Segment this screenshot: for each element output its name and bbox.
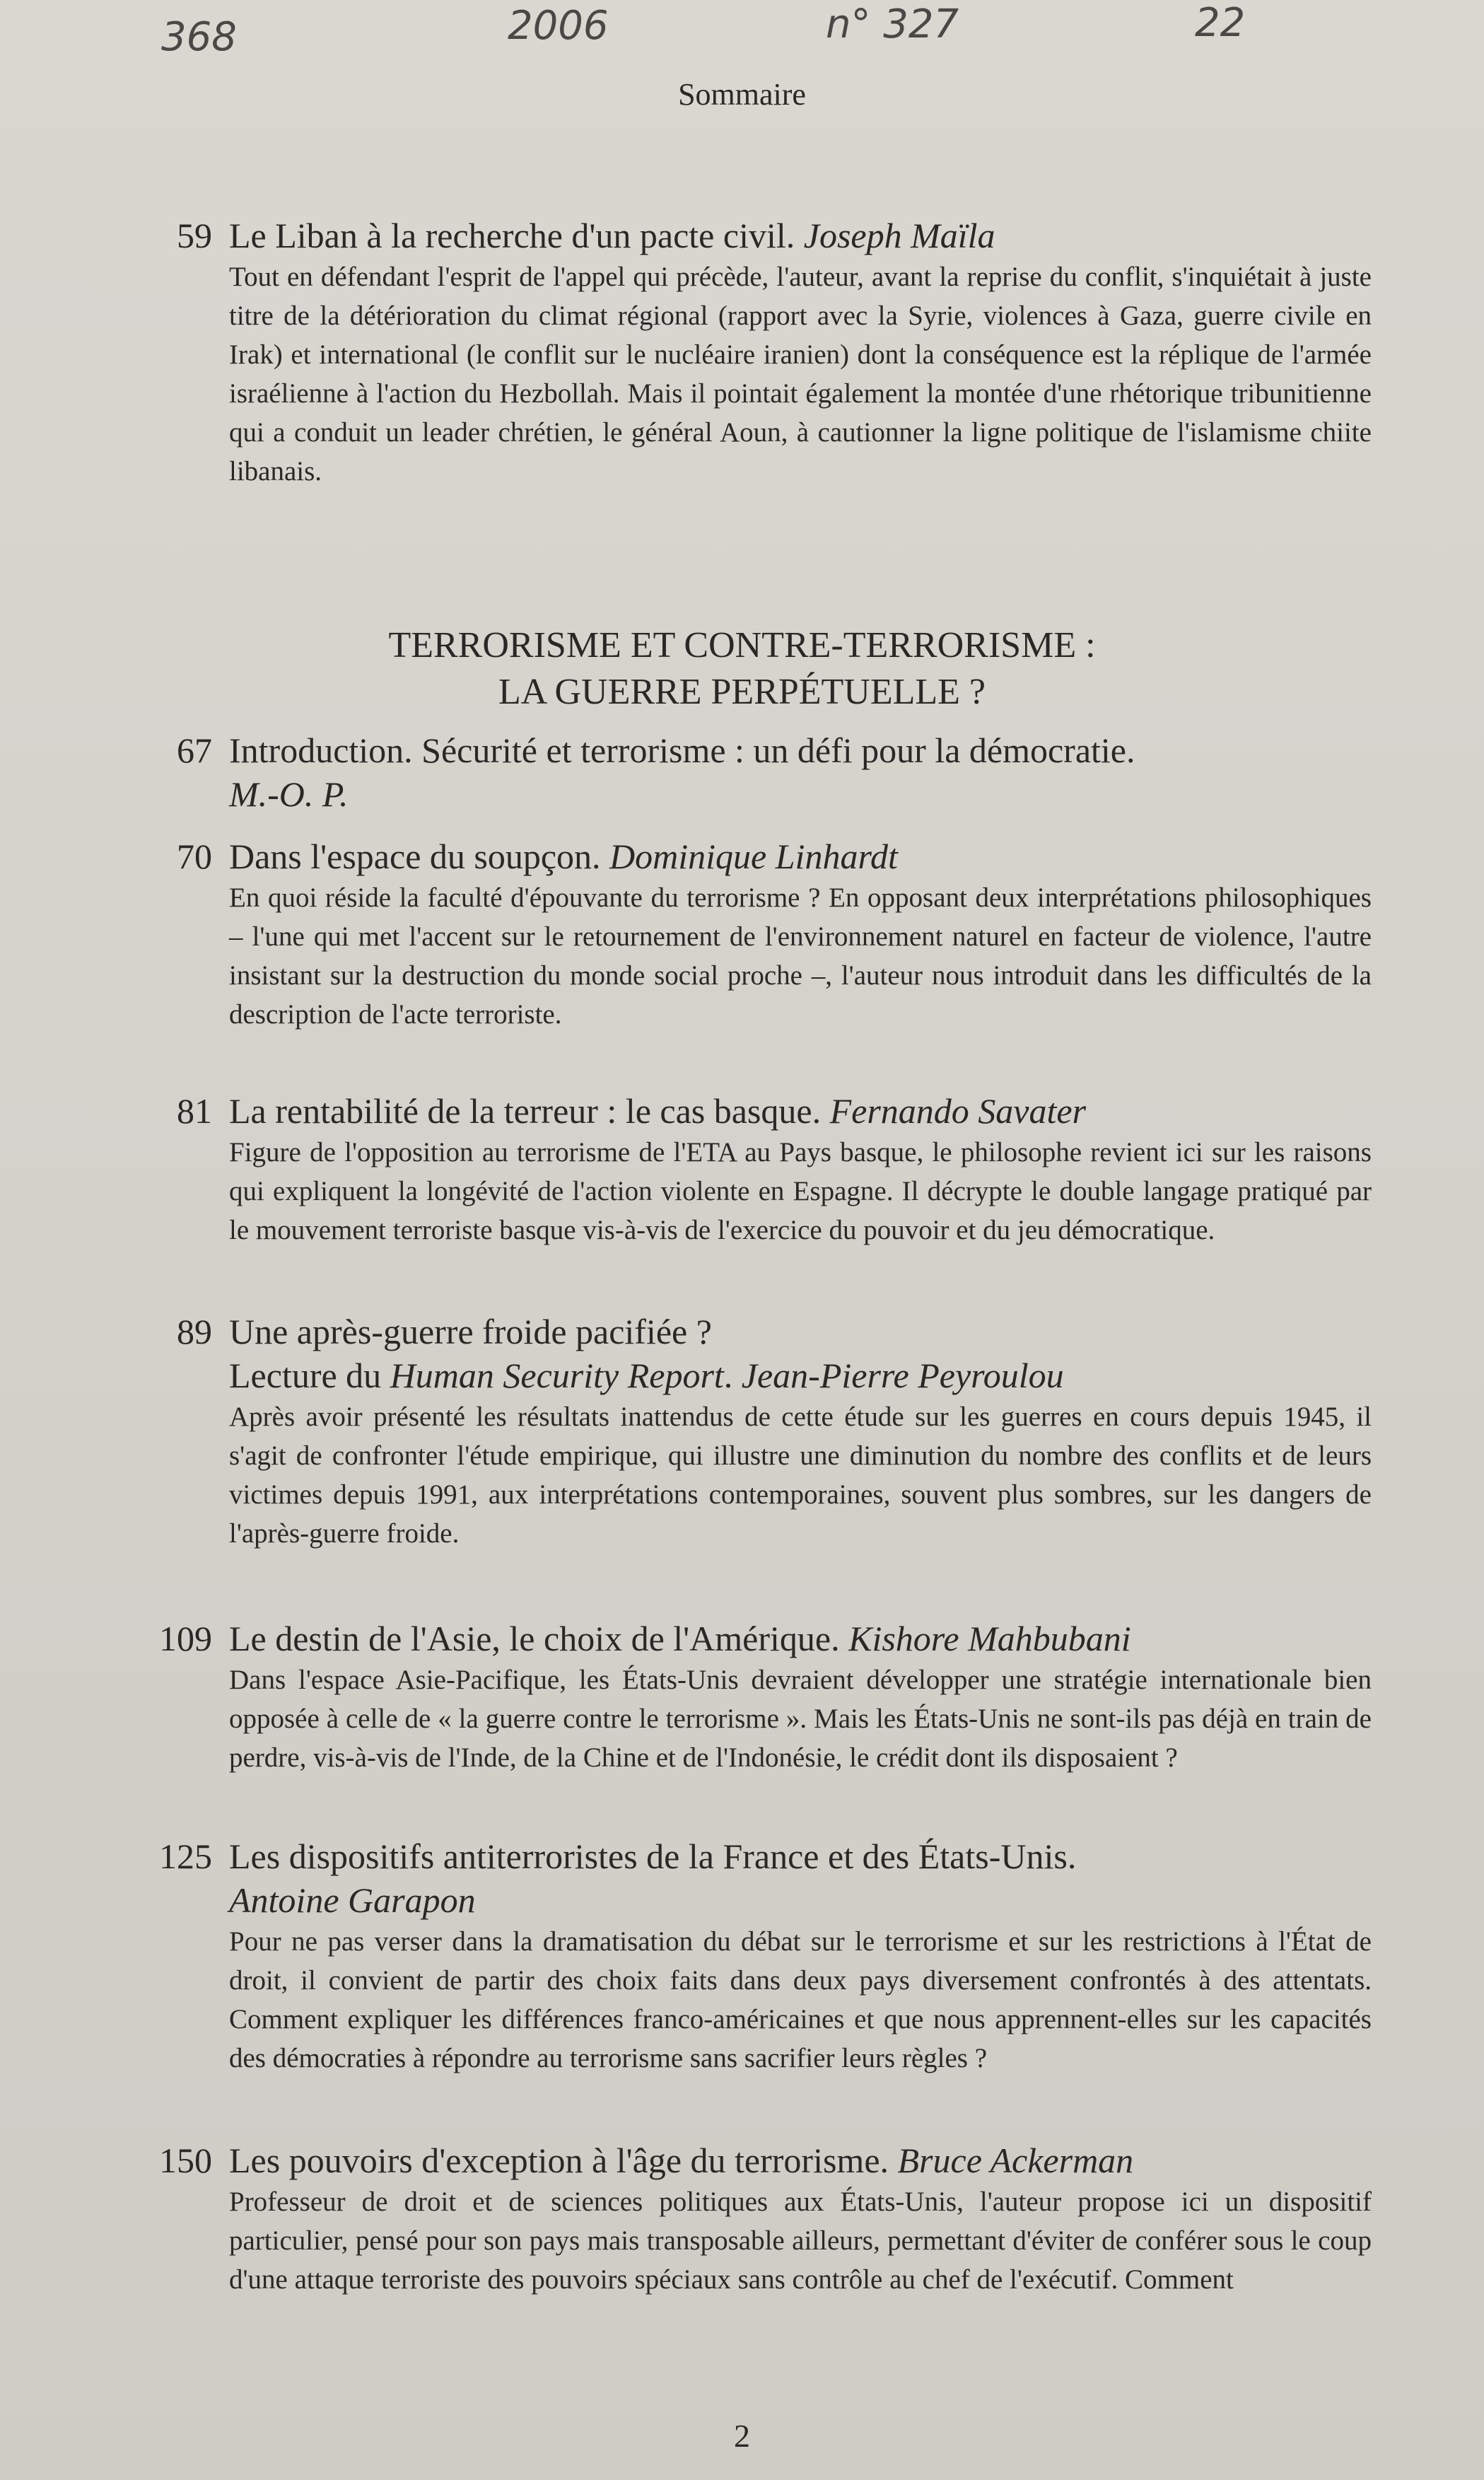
article-title: Les pouvoirs d'exception à l'âge du terrorisme. bbox=[229, 2141, 889, 2180]
handwritten-note-left: 368 bbox=[161, 14, 237, 60]
page-number: 67 bbox=[177, 730, 212, 770]
handwritten-note-year: 2006 bbox=[508, 3, 609, 49]
article-title: Introduction. Sécurité et terrorisme : un défi pour la démocratie. bbox=[229, 730, 1135, 770]
article-abstract: Professeur de droit et de sciences politiques aux États-Unis, l'auteur propose ici un dispositif particulier, pensé pour son pays mais transposable ailleurs, permettant d'éviter de conférer sous le coup d'une attaque terroriste des pouvoirs spéciaux sans contrôle au chef de l'exécutif. Comment bbox=[229, 2187, 1372, 2295]
toc-entry-109 bbox=[141, 1617, 1372, 1777]
toc-entry-150 bbox=[141, 2138, 1372, 2299]
article-subtitle: Lecture du Human Security Report. Jean-Pierre Peyroulou bbox=[229, 1356, 1064, 1395]
article-author: Fernando Savater bbox=[829, 1091, 1087, 1131]
article-author: M.-O. P. bbox=[229, 774, 349, 814]
article-author: Dominique Linhardt bbox=[609, 837, 898, 876]
page-number: 150 bbox=[159, 2141, 212, 2180]
article-title: Le destin de l'Asie, le choix de l'Amérique. bbox=[229, 1619, 840, 1658]
article-abstract: Tout en défendant l'esprit de l'appel qui précède, l'auteur, avant la reprise du conflit, s'inquiétait à juste titre de la détérioration du climat régional (rapport avec la Syrie, violences à Gaza, guerre civile en Irak) et international (le conflit sur le nucléaire iranien) dont la conséquence est la réplique de l'armée israélienne à l'action du Hezbollah. Mais il pointait également la montée d'une rhétorique tribunitienne qui a conduit un leader chrétien, le général Aoun, à cautionner la ligne politique de l'islamisme chiite libanais. bbox=[229, 262, 1372, 487]
article-title: Les dispositifs antiterroristes de la France et des États-Unis. bbox=[229, 1836, 1077, 1876]
article-title: Une après-guerre froide pacifiée ? bbox=[229, 1312, 712, 1351]
page-number: 70 bbox=[177, 837, 212, 876]
toc-entry-89 bbox=[141, 1310, 1372, 1553]
toc-entry-59 bbox=[141, 214, 1372, 491]
page-number: 125 bbox=[159, 1836, 212, 1876]
toc-entry-125 bbox=[141, 1834, 1372, 2078]
section-title: TERRORISME ET CONTRE-TERRORISME : LA GUERRE PERPÉTUELLE ? bbox=[388, 625, 1096, 712]
page-number: 59 bbox=[177, 216, 212, 255]
article-abstract: Figure de l'opposition au terrorisme de l'ETA au Pays basque, le philosophe revient ici sur les raisons qui expliquent la longévité de l'action violente en Espagne. Il décrypte le double langage pratiqué par le mouvement terroriste basque vis-à-vis de l'exercice du pouvoir et du jeu démocratique. bbox=[229, 1137, 1372, 1245]
article-author: Bruce Ackerman bbox=[897, 2141, 1134, 2180]
toc-entry-67 bbox=[141, 728, 1372, 816]
page-header: Sommaire bbox=[678, 77, 806, 112]
article-author: Joseph Maïla bbox=[803, 216, 995, 255]
article-author: Kishore Mahbubani bbox=[848, 1619, 1131, 1658]
article-abstract: Dans l'espace Asie-Pacifique, les États-Unis devraient développer une stratégie internationale bien opposée à celle de « la guerre contre le terrorisme ». Mais les États-Unis ne sont-ils pas déjà en train de perdre, vis-à-vis de l'Inde, de la Chine et de l'Indonésie, le crédit dont ils disposaient ? bbox=[229, 1665, 1372, 1773]
page-number: 109 bbox=[159, 1619, 212, 1658]
article-title: Le Liban à la recherche d'un pacte civil. bbox=[229, 216, 795, 255]
page-number: 89 bbox=[177, 1312, 212, 1351]
article-author: Jean-Pierre Peyroulou bbox=[741, 1356, 1064, 1395]
article-abstract: Après avoir présenté les résultats inattendus de cette étude sur les guerres en cours depuis 1945, il s'agit de confronter l'étude empirique, qui illustre une diminution du nombre des conflits et de leurs victimes depuis 1991, aux interprétations contemporaines, souvent plus sombres, sur les dangers de l'après-guerre froide. bbox=[229, 1402, 1372, 1549]
article-abstract: Pour ne pas verser dans la dramatisation du débat sur le terrorisme et sur les restrictions à l'État de droit, il convient de partir des choix faits dans deux pays diversement confrontés à des attentats. Comment expliquer les différences franco-américaines et que nous apprennent-elles sur les capacités des démocraties à répondre au terrorisme sans sacrifier leurs règles ? bbox=[229, 1926, 1372, 2073]
toc-entry-70 bbox=[141, 834, 1372, 1034]
page-footer-number: 2 bbox=[734, 2418, 750, 2454]
toc-entry-81 bbox=[141, 1089, 1372, 1250]
handwritten-note-right: 22 bbox=[1195, 0, 1246, 46]
article-abstract: En quoi réside la faculté d'épouvante du terrorisme ? En opposant deux interprétations philosophiques – l'une qui met l'accent sur le retournement de l'environnement naturel en facteur de violence, l'autre insistant sur la destruction du monde social proche –, l'auteur nous introduit dans les difficultés de la description de l'acte terroriste. bbox=[229, 883, 1372, 1030]
page-number: 81 bbox=[177, 1091, 212, 1131]
article-title: Dans l'espace du soupçon. bbox=[229, 837, 601, 876]
article-author: Antoine Garapon bbox=[229, 1880, 476, 1920]
handwritten-note-issue: n° 327 bbox=[826, 1, 959, 47]
article-title: La rentabilité de la terreur : le cas basque. bbox=[229, 1091, 822, 1131]
